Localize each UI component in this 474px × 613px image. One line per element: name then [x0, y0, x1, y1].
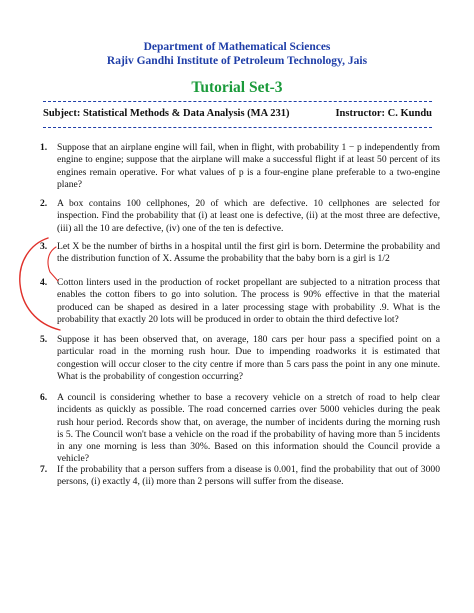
- question-text: Suppose it has been observed that, on average, 180 cars per hour pass a specified point on a particular road in the morning rush hour. Due to impending roadworks it is estimated that congestion will occur closer to the city centre if more than 5 cars pass the point in any one minute. What is the probability of congestion occurring?: [57, 334, 440, 382]
- question-text: If the probability that a person suffers from a disease is 0.001, find the probability that out of 3000 persons, (i) exactly 4, (ii) more than 2 persons will suffer from the disease.: [57, 464, 440, 488]
- question-number: 7.: [40, 464, 48, 475]
- question-number: 6.: [40, 392, 48, 403]
- question-number: 4.: [40, 277, 48, 288]
- bottom-dashed-divider: [43, 127, 432, 128]
- question-5: [40, 334, 440, 383]
- institute-title: Rajiv Gandhi Institute of Petroleum Technology, Jais: [106, 55, 368, 67]
- instructor-label: Instructor: C. Kundu: [335, 108, 432, 119]
- question-2: [40, 198, 440, 235]
- question-6: [40, 392, 440, 466]
- subject-line: [43, 108, 432, 122]
- question-text: Suppose that an airplane engine will fail, when in flight, with probability 1 − p independently from engine to engine; suppose that the airplane will make a successful flight if at least 50 percent of its engines remain operative. For what values of p is a four-engine plane preferable to a two-engine plane?: [57, 142, 440, 190]
- top-dashed-divider: [43, 101, 432, 102]
- question-text: A council is considering whether to base a recovery vehicle on a stretch of road to help clear incidents as quickly as possible. The road concerned carries over 5000 vehicles during the peak rush hour period. Records show that, on average, the number of incidents during the morning rush is 5. The Council won't base a vehicle on the road if the probability of having more than 5 incidents in any one morning is less than 30%. Based on this information should the Council provide a vehicle?: [57, 392, 440, 465]
- department-title: Department of Mathematical Sciences: [143, 41, 331, 53]
- subject-label: Subject: Statistical Methods & Data Analysis (MA 231): [43, 108, 290, 119]
- question-text: A box contains 100 cellphones, 20 of which are defective. 10 cellphones are selected for inspection. Find the probability that (i) at least one is defective, (ii) at the most three are defective, (iii) all the 10 are defective, (iv) one of the ten is defective.: [57, 198, 440, 234]
- question-number: 2.: [40, 198, 48, 209]
- question-4: [40, 277, 440, 326]
- tutorial-title: Tutorial Set-3: [191, 79, 283, 96]
- question-number: 3.: [40, 241, 48, 252]
- question-1: [40, 142, 440, 191]
- question-3: [40, 241, 440, 266]
- question-number: 5.: [40, 334, 48, 345]
- question-number: 1.: [40, 142, 48, 153]
- question-text: Let X be the number of births in a hospital until the first girl is born. Determine the probability and the distribution function of X. Assume the probability that the baby born is a girl is 1/2: [57, 241, 440, 265]
- question-7: [40, 464, 440, 489]
- question-text: Cotton linters used in the production of rocket propellant are subjected to a nitration process that enables the cotton fibers to go into solution. The process is 90% effective in that the material produced can be shaped as desired in a later processing stage with probability .9. What is the probability that exactly 20 lots will be produced in order to obtain the third defective lot?: [57, 277, 440, 325]
